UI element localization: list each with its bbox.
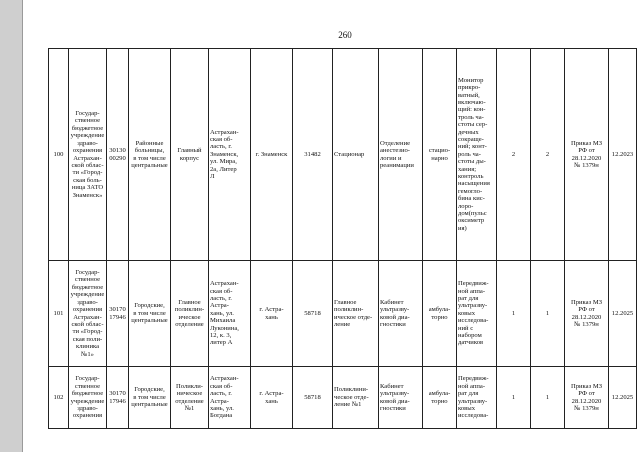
date-cell: 12.2023 xyxy=(609,49,637,261)
city-cell: г. Астра- хань xyxy=(251,367,293,429)
basis-cell: Приказ МЗ РФ от 28.12.2020 № 1379н xyxy=(565,49,609,261)
table-row xyxy=(49,49,637,261)
code-cell: 30170 17946 xyxy=(107,261,129,367)
building-cell: Главный корпус xyxy=(171,49,209,261)
quantity-need-cell: 2 xyxy=(497,49,531,261)
scan-edge-line xyxy=(22,0,23,452)
building-cell: Поликли- ническое отделение №1 xyxy=(171,367,209,429)
row-number-cell: 100 xyxy=(49,49,69,261)
city-cell: г. Астра- хань xyxy=(251,261,293,367)
unit-cell: Поликлини- ческое отде- ление №1 xyxy=(333,367,379,429)
department-cell: Отделение анестезио- логии и реанимации xyxy=(379,49,423,261)
unit-cell: Главное поликлин- ическое отде- ление xyxy=(333,261,379,367)
page-number: 260 xyxy=(338,30,352,40)
quantity-plan-cell: 2 xyxy=(531,49,565,261)
quantity-need-cell: 1 xyxy=(497,261,531,367)
index-cell: 58718 xyxy=(293,367,333,429)
quantity-plan-cell: 1 xyxy=(531,367,565,429)
organization-cell: Государ- ственное бюджетное учреждение здраво- охранения Астрахан- ской облас- ти «Город- ская боль- ница ЗАТО Знаменск» xyxy=(69,49,107,261)
quantity-need-cell: 1 xyxy=(497,367,531,429)
organization-cell: Государ- ственное бюджетное учреждение здраво- охранения Астрахан- ской облас- ти «Город- ская поли- клиника №1» xyxy=(69,261,107,367)
table-row xyxy=(49,261,637,367)
quantity-plan-cell: 1 xyxy=(531,261,565,367)
building-cell: Главное поликлин- ическое отделение xyxy=(171,261,209,367)
row-number-cell: 101 xyxy=(49,261,69,367)
basis-cell: Приказ МЗ РФ от 28.12.2020 № 1379н xyxy=(565,367,609,429)
city-cell: г. Знаменск xyxy=(251,49,293,261)
category-cell: Районные больницы, в том числе центральные xyxy=(129,49,171,261)
care-type-cell: амбула- торно xyxy=(423,367,457,429)
address-cell: Астрахан- ская об- ласть, г. Астра- хань, ул. Михаила Луконина, 12, к. 3, литер А xyxy=(209,261,251,367)
address-cell: Астрахан- ская об- ласть, г. Астра- хань, ул. Богдана xyxy=(209,367,251,429)
equipment-cell: Монитор прикро- ватный, включаю- щий: кон- троль ча- стоты сер- дечных сокраще- ний; конт- роль ча- стоты ды- хания; контроль насыщения гемогло- бина кис- лоро- дом(пульс оксиметр ия) xyxy=(457,49,497,261)
table-row xyxy=(49,367,637,429)
date-cell: 12.2025 xyxy=(609,261,637,367)
scan-edge-shadow xyxy=(0,0,22,452)
equipment-cell: Передвиж- ной аппа- рат для ультразву- ковых исследова- xyxy=(457,367,497,429)
code-cell: 30170 17946 xyxy=(107,367,129,429)
department-cell: Кабинет ультразву- ковой диа- гностики xyxy=(379,367,423,429)
index-cell: 31482 xyxy=(293,49,333,261)
unit-cell: Стационар xyxy=(333,49,379,261)
equipment-cell: Передвиж- ной аппа- рат для ультразву- ковых исследова- ний с набором датчиков xyxy=(457,261,497,367)
index-cell: 58718 xyxy=(293,261,333,367)
organization-cell: Государ- ственное бюджетное учреждение здраво- охранения xyxy=(69,367,107,429)
code-cell: 30130 00290 xyxy=(107,49,129,261)
category-cell: Городские, в том числе центральные xyxy=(129,261,171,367)
equipment-table xyxy=(48,48,637,429)
basis-cell: Приказ МЗ РФ от 28.12.2020 № 1379н xyxy=(565,261,609,367)
department-cell: Кабинет ультразву- ковой диа- гностики xyxy=(379,261,423,367)
row-number-cell: 102 xyxy=(49,367,69,429)
care-type-cell: амбула- торно xyxy=(423,261,457,367)
date-cell: 12.2025 xyxy=(609,367,637,429)
category-cell: Городские, в том числе центральные xyxy=(129,367,171,429)
care-type-cell: стацио- нарно xyxy=(423,49,457,261)
address-cell: Астрахан- ская об- ласть, г. Знаменск, ул. Мира, 2а, Литер Л xyxy=(209,49,251,261)
